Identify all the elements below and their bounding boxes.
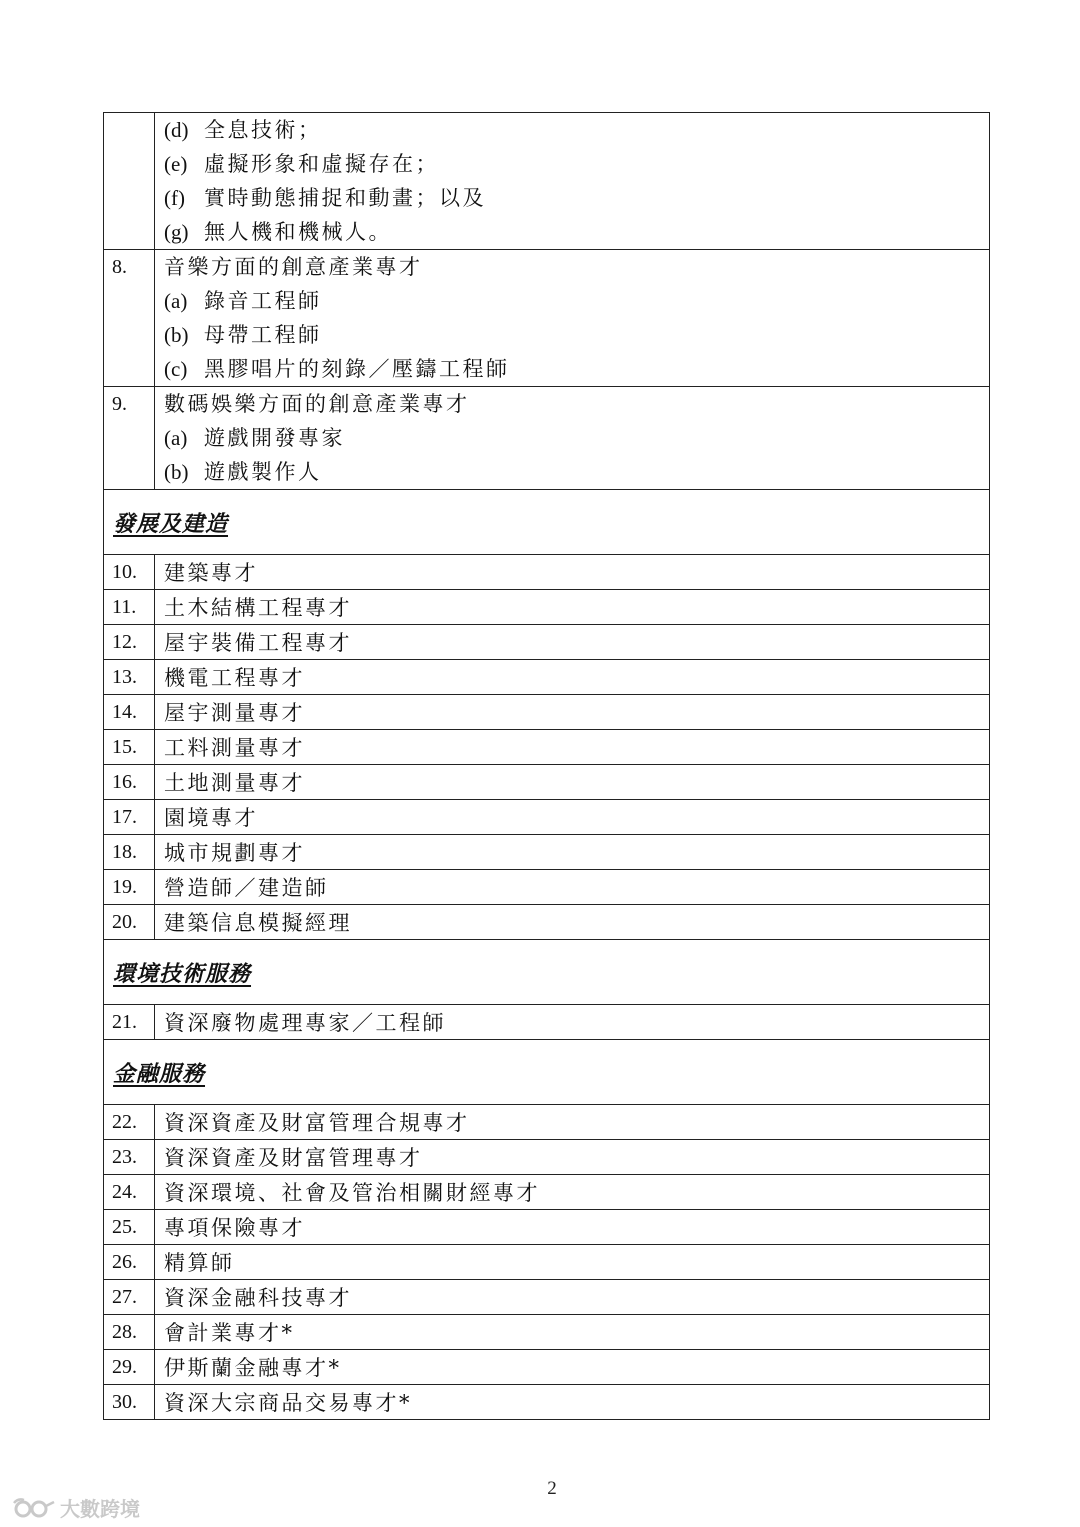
row-text: 資深廢物處理專家／工程師: [155, 1005, 990, 1040]
row-text: 工料測量專才: [155, 730, 990, 765]
row-text: 資深大宗商品交易專才*: [155, 1385, 990, 1420]
watermark: [12, 1493, 140, 1522]
row-number: 8.: [104, 250, 155, 387]
row-number: 19.: [104, 870, 155, 905]
list-item: (g) 無人機和機械人。: [164, 220, 392, 244]
list-item: (b) 母帶工程師: [164, 323, 322, 347]
row-number: 29.: [104, 1350, 155, 1385]
row-text: 會計業專才*: [155, 1315, 990, 1350]
row-text: 土地測量專才: [155, 765, 990, 800]
list-item: (a) 錄音工程師: [164, 289, 322, 313]
list-item: (f) 實時動態捕捉和動畫；以及: [164, 186, 486, 210]
row-number: 16.: [104, 765, 155, 800]
row-number: 9.: [104, 387, 155, 490]
row-number: 20.: [104, 905, 155, 940]
row-text: 專項保險專才: [155, 1210, 990, 1245]
row-text: 建築專才: [155, 555, 990, 590]
row-number: 21.: [104, 1005, 155, 1040]
table-row: [104, 555, 990, 590]
table-row-8: [104, 250, 990, 387]
row-text: 土木結構工程專才: [155, 590, 990, 625]
table-row: [104, 1210, 990, 1245]
row-content-cell: [155, 113, 990, 250]
table-row-9: [104, 387, 990, 490]
talent-list-table: [103, 112, 990, 1420]
row-text: 屋宇裝備工程專才: [155, 625, 990, 660]
list-item: (d) 全息技術；: [164, 118, 322, 142]
section-title-development: 發展及建造: [113, 510, 229, 537]
row-number: 27.: [104, 1280, 155, 1315]
row-text: 城市規劃專才: [155, 835, 990, 870]
watermark-text: 大數跨境: [60, 1497, 140, 1521]
row-number: 23.: [104, 1140, 155, 1175]
row-number: 22.: [104, 1105, 155, 1140]
page-number: 2: [547, 1478, 557, 1499]
table-row: [104, 660, 990, 695]
row-text: 屋宇測量專才: [155, 695, 990, 730]
table-row: [104, 800, 990, 835]
list-item: (a) 遊戲開發專家: [164, 426, 345, 450]
table-row: [104, 1315, 990, 1350]
row-title: 音樂方面的創意產業專才: [164, 255, 423, 279]
section-header-row: [104, 1040, 990, 1105]
section-title-finance: 金融服務: [113, 1060, 206, 1087]
table-row: [104, 835, 990, 870]
section-header-row: [104, 940, 990, 1005]
row-number: 18.: [104, 835, 155, 870]
row-number: 17.: [104, 800, 155, 835]
row-text: 資深資產及財富管理合規專才: [155, 1105, 990, 1140]
row-text: 建築信息模擬經理: [155, 905, 990, 940]
section-header-row: [104, 490, 990, 555]
row-text: 伊斯蘭金融專才*: [155, 1350, 990, 1385]
row-title: 數碼娛樂方面的創意產業專才: [164, 392, 470, 416]
row-number: 12.: [104, 625, 155, 660]
glasses-logo-icon: [12, 1497, 56, 1519]
table-row: [104, 1280, 990, 1315]
section-title-environment: 環境技術服務: [113, 960, 252, 987]
row-number: 25.: [104, 1210, 155, 1245]
table-row: [104, 1175, 990, 1210]
row-number: 13.: [104, 660, 155, 695]
row-number: 15.: [104, 730, 155, 765]
table-row: [104, 1140, 990, 1175]
row-number: 14.: [104, 695, 155, 730]
table-row: [104, 870, 990, 905]
table-row: [104, 730, 990, 765]
table-row-7-continued: [104, 113, 990, 250]
row-content-cell: [155, 250, 990, 387]
row-number: 28.: [104, 1315, 155, 1350]
list-item: (b) 遊戲製作人: [164, 460, 322, 484]
row-text: 精算師: [155, 1245, 990, 1280]
table-row: [104, 905, 990, 940]
table-row: [104, 765, 990, 800]
row-content-cell: [155, 387, 990, 490]
row-number-cell: [104, 113, 155, 250]
row-text: 營造師／建造師: [155, 870, 990, 905]
row-text: 園境專才: [155, 800, 990, 835]
table-row: [104, 1385, 990, 1420]
table-row: [104, 625, 990, 660]
row-text: 機電工程專才: [155, 660, 990, 695]
row-number: 26.: [104, 1245, 155, 1280]
row-number: 10.: [104, 555, 155, 590]
row-number: 11.: [104, 590, 155, 625]
table-row: [104, 1350, 990, 1385]
table-row: [104, 1005, 990, 1040]
list-item: (e) 虛擬形象和虛擬存在；: [164, 152, 439, 176]
table-row: [104, 1245, 990, 1280]
row-number: 30.: [104, 1385, 155, 1420]
list-item: (c) 黑膠唱片的刻錄／壓鑄工程師: [164, 357, 510, 381]
table-row: [104, 1105, 990, 1140]
row-number: 24.: [104, 1175, 155, 1210]
row-text: 資深金融科技專才: [155, 1280, 990, 1315]
table-row: [104, 695, 990, 730]
row-text: 資深環境、社會及管治相關財經專才: [155, 1175, 990, 1210]
table-row: [104, 590, 990, 625]
row-text: 資深資產及財富管理專才: [155, 1140, 990, 1175]
